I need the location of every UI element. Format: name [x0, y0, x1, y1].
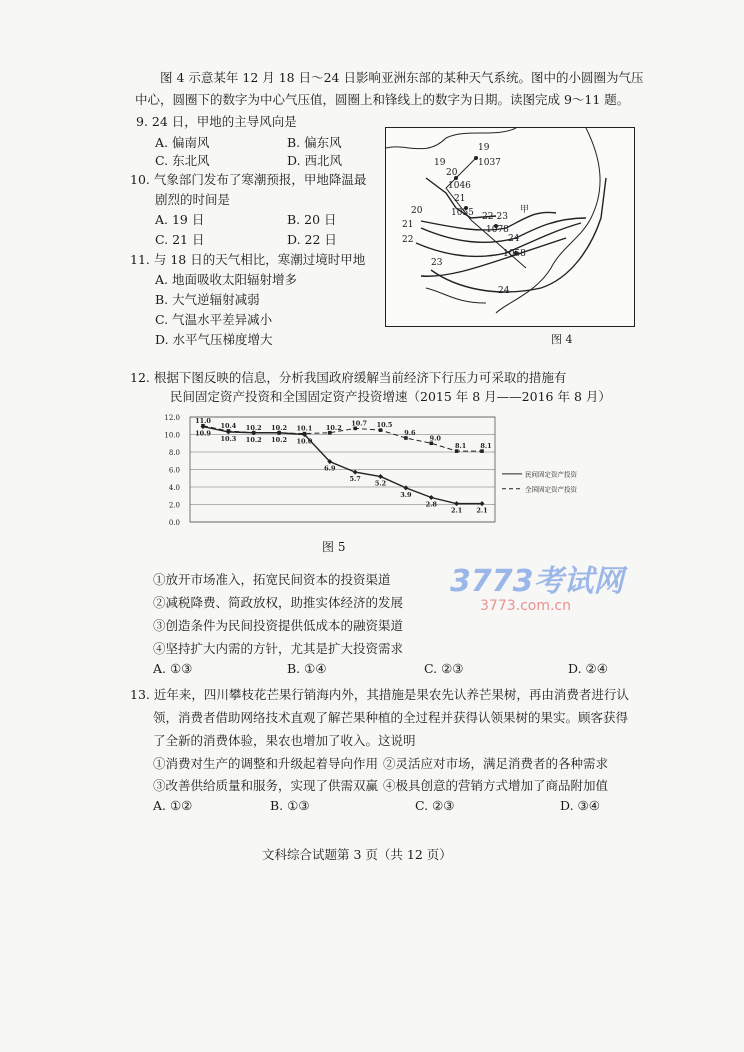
map-label: 24	[508, 234, 520, 244]
data-label: 8.1	[480, 442, 492, 451]
data-point	[480, 501, 485, 506]
q10-stem: 剧烈的时间是	[155, 192, 231, 207]
map-label: 20	[411, 206, 423, 216]
map-label: 1078	[486, 225, 509, 235]
statement: ④极具创意的营销方式增加了商品附加值	[383, 778, 609, 793]
statement: ④坚持扩大内需的方针，尤其是扩大投资需求	[153, 641, 404, 656]
data-label: 6.9	[324, 464, 336, 473]
map-label: 22	[402, 235, 414, 245]
q13-stem: 了全新的消费体验，果农也增加了收入。这说明	[153, 733, 416, 748]
data-label: 2.1	[476, 506, 488, 515]
map-label: 19	[434, 158, 446, 168]
map-label: 1037	[478, 158, 501, 168]
investment-growth-chart	[150, 405, 590, 535]
y-tick-label: 6.0	[168, 466, 180, 475]
option: B. 20 日	[287, 212, 337, 227]
watermark-url: 3773.com.cn	[480, 598, 571, 614]
page-footer: 文科综合试题第 3 页（共 12 页）	[262, 847, 452, 862]
data-point	[429, 495, 434, 500]
intro-line: 图 4 示意某年 12 月 18 日～24 日影响亚洲东部的某种天气系统。图中的小圆圈为气压	[160, 70, 644, 85]
data-label: 10.2	[245, 423, 262, 432]
data-label: 10.4	[220, 422, 237, 430]
y-tick-label: 8.0	[168, 449, 180, 457]
y-tick-label: 12.0	[164, 414, 180, 422]
answer-option: B. ①④	[287, 661, 327, 676]
data-label: 10.2	[245, 435, 262, 444]
y-tick-label: 2.0	[168, 501, 180, 510]
map-label: 1055	[451, 208, 474, 218]
data-label: 8.1	[454, 442, 467, 451]
answer-option: C. ②③	[415, 798, 455, 813]
data-label: 9.0	[429, 434, 441, 443]
map-label: 19	[478, 143, 490, 153]
data-label: 10.9	[195, 429, 211, 438]
map-label: 24	[498, 286, 510, 296]
answer-option: C. ②③	[424, 661, 464, 676]
option: B. 偏东风	[287, 135, 342, 150]
statement: ①消费对生产的调整和升级起着导向作用	[153, 756, 379, 771]
statement: ③创造条件为民间投资提供低成本的融资渠道	[153, 618, 404, 633]
statement: ②减税降费、简政放权，助推实体经济的发展	[153, 595, 404, 610]
data-label: 10.5	[376, 421, 393, 430]
data-label: 10.2	[271, 423, 288, 432]
data-label: 2.8	[425, 500, 437, 509]
data-point	[378, 474, 383, 479]
statement: ②灵活应对市场，满足消费者的各种需求	[383, 756, 609, 771]
data-label: 2.1	[450, 506, 463, 515]
map-drawing	[386, 128, 634, 326]
y-tick-label: 10.0	[164, 431, 180, 440]
q13-stem: 领，消费者借助网络技术直观了解芒果种植的全过程并获得认领果树的果实。顾客获得	[153, 710, 629, 725]
data-point	[403, 485, 408, 490]
q10-stem: 10. 气象部门发布了寒潮预报，甲地降温最	[130, 172, 367, 187]
answer-option: D. ③④	[560, 798, 600, 813]
statement: ③改善供给质量和服务，实现了供需双赢	[153, 778, 379, 793]
map-label: 1058	[503, 249, 526, 259]
chart-title: 民间固定资产投资和全国固定资产投资增速（2015 年 8 月——2016 年 8 月）	[170, 389, 611, 404]
q12-stem: 12. 根据下图反映的信息，分析我国政府缓解当前经济下行压力可采取的措施有	[130, 370, 567, 385]
y-tick-label: 4.0	[168, 484, 180, 492]
data-point	[353, 470, 358, 475]
y-tick-label: 0.0	[168, 519, 180, 527]
watermark: 3773考试网	[450, 564, 624, 599]
data-label: 10.1	[296, 424, 313, 433]
data-label: 10.7	[351, 419, 368, 428]
chart-caption: 图 5	[322, 540, 346, 554]
option: D. 西北风	[287, 153, 343, 168]
option: A. 19 日	[155, 212, 205, 227]
weather-map-figure	[385, 127, 635, 327]
data-label: 11.0	[195, 416, 211, 425]
q11-stem: 11. 与 18 日的天气相比，寒潮过境时甲地	[130, 252, 366, 267]
data-label: 10.3	[220, 434, 237, 443]
map-label: 1046	[448, 181, 471, 191]
option: A. 偏南风	[155, 135, 210, 150]
data-label: 5.2	[374, 479, 387, 488]
legend-label: 民间固定资产投资	[525, 470, 577, 479]
answer-option: A. ①②	[153, 798, 193, 813]
data-label: 9.6	[404, 429, 416, 437]
q9-stem: 9. 24 日，甲地的主导风向是	[136, 114, 297, 129]
map-label: 21	[402, 220, 414, 230]
option: C. 东北风	[155, 153, 210, 168]
intro-line: 中心，圆圈下的数字为中心气压值，圆圈上和锋线上的数字为日期。读图完成 9～11 题。	[135, 92, 630, 107]
option: B. 大气逆辐射减弱	[155, 292, 260, 307]
map-caption: 图 4	[551, 333, 573, 346]
data-point	[454, 501, 459, 506]
q13-stem: 13. 近年来，四川攀枝花芒果行销海内外，其措施是果农先认养芒果树，再由消费者进行认	[130, 687, 629, 702]
option: C. 气温水平差异减小	[155, 312, 273, 327]
map-label: 20	[446, 168, 458, 178]
answer-option: D. ②④	[568, 661, 608, 676]
option: D. 22 日	[287, 232, 337, 247]
map-label: 22-23	[482, 212, 508, 222]
coastline	[426, 288, 486, 303]
data-label: 10.0	[296, 437, 313, 446]
map-label-jia: 甲	[520, 205, 530, 215]
cold-front	[421, 238, 566, 276]
option: C. 21 日	[155, 232, 205, 247]
data-label: 10.2	[271, 435, 288, 444]
data-label: 10.2	[325, 423, 342, 432]
legend-label: 全国固定资产投资	[525, 485, 577, 494]
option: D. 水平气压梯度增大	[155, 332, 273, 347]
coastline	[386, 128, 516, 149]
map-label: 23	[431, 258, 443, 268]
data-label: 5.7	[349, 475, 361, 484]
map-label: 21	[454, 194, 466, 204]
option: A. 地面吸收太阳辐射增多	[155, 272, 297, 287]
answer-option: A. ①③	[153, 661, 193, 676]
answer-option: B. ①③	[270, 798, 310, 813]
data-label: 3.9	[400, 490, 412, 499]
statement: ①放开市场准入，拓宽民间资本的投资渠道	[153, 572, 391, 587]
